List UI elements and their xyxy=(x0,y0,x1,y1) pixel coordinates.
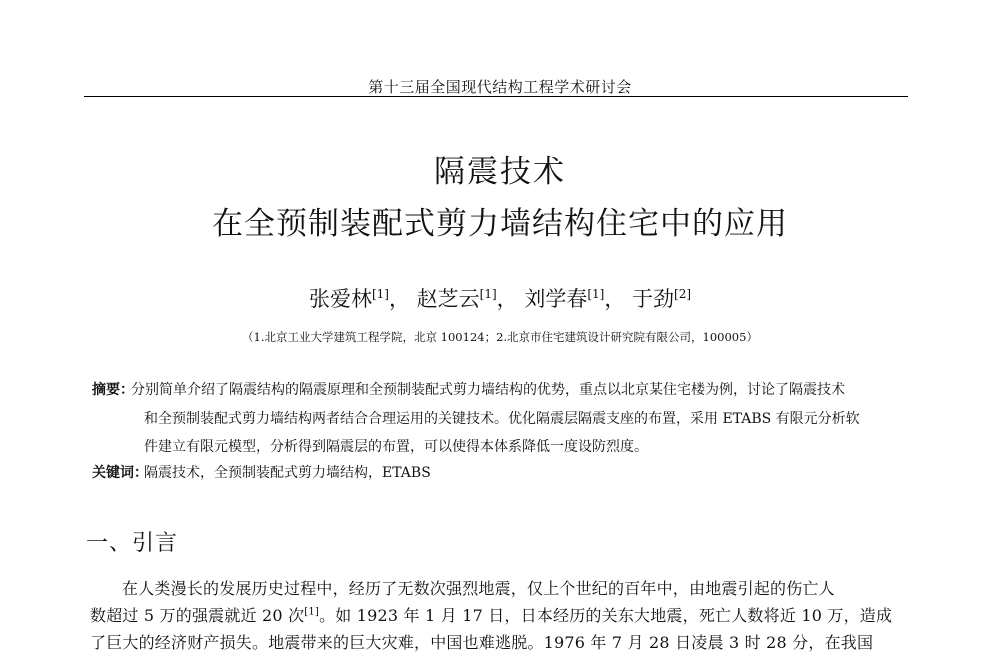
citation-ref: [1] xyxy=(304,606,320,618)
body-text: 数超过 5 万的强震就近 20 次 xyxy=(90,606,305,625)
author-name: 于劲 xyxy=(632,287,675,311)
abstract-line: 分别简单介绍了隔震结构的隔震原理和全预制装配式剪力墙结构的优势，重点以北京某住宅楼为例，讨论了隔震技术 xyxy=(131,382,845,398)
body-text-line: 了巨大的经济财产损失。地震带来的巨大灾难，中国也难逃脱。1976 年 7 月 28 日凌晨 3 时 28 分，在我国 xyxy=(90,633,874,652)
author-separator: ， xyxy=(388,287,410,311)
section-heading: 一、引言 xyxy=(86,531,179,556)
author-ref: [1] xyxy=(371,287,389,301)
author-ref: [2] xyxy=(674,287,692,301)
author-separator: ， xyxy=(496,287,518,311)
author-name: 赵芝云 xyxy=(416,287,480,311)
author-ref: [1] xyxy=(479,287,497,301)
header-rule xyxy=(84,96,908,97)
author-name: 刘学春 xyxy=(524,287,588,311)
abstract-label: 摘要： xyxy=(92,382,134,398)
affiliation: （1.北京工业大学建筑工程学院，北京 100124；2.北京市住宅建筑设计研究院有限公司，100005） xyxy=(242,330,758,344)
author-name: 张爱林 xyxy=(308,287,372,311)
abstract-line: 件建立有限元模型，分析得到隔震层的布置，可以使得本体系降低一度设防烈度。 xyxy=(144,439,648,455)
body-text-line: 在人类漫长的发展历史过程中，经历了无数次强烈地震，仅上个世纪的百年中，由地震引起的伤亡人 xyxy=(122,579,835,598)
keywords-text: 隔震技术，全预制装配式剪力墙结构，ETABS xyxy=(144,465,431,481)
author-separator: ， xyxy=(604,287,626,311)
author-ref: [1] xyxy=(587,287,605,301)
paper-title-line-2: 在全预制装配式剪力墙结构住宅中的应用 xyxy=(212,206,788,242)
abstract-line: 和全预制装配式剪力墙结构两者结合合理运用的关键技术。优化隔震层隔震支座的布置，采用 ETABS 有限元分析软 xyxy=(144,411,860,427)
running-header: 第十三届全国现代结构工程学术研讨会 xyxy=(368,78,632,96)
body-text-line xyxy=(90,603,892,626)
author-list xyxy=(0,283,1000,313)
paper-title-line-1: 隔震技术 xyxy=(434,154,566,190)
body-text: 。如 1923 年 1 月 17 日，日本经历的关东大地震，死亡人数将近 10 万，造成 xyxy=(319,606,893,625)
keywords-label: 关键词： xyxy=(92,465,148,481)
